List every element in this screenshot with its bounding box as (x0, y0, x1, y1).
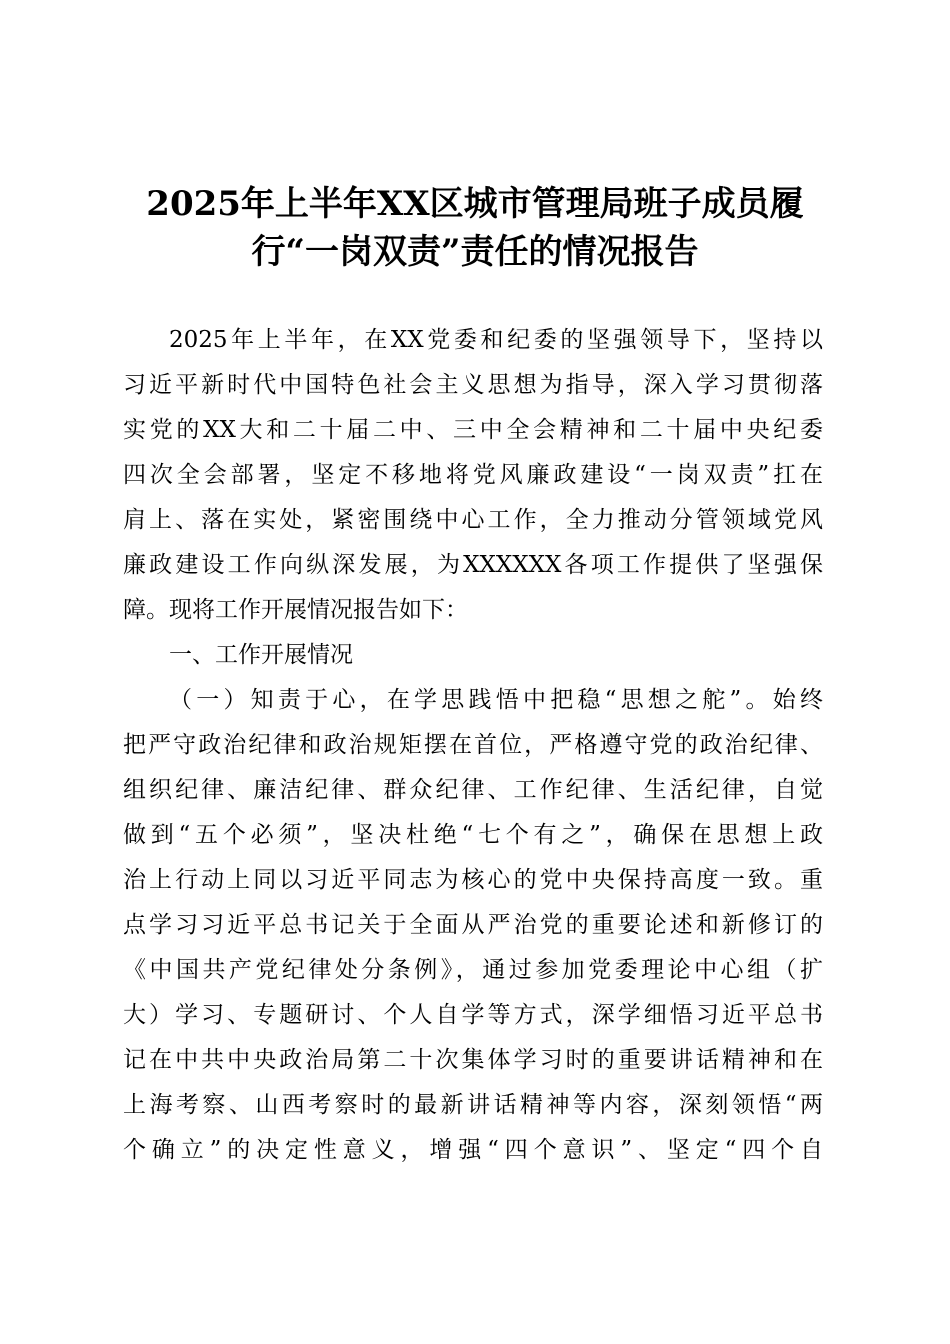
paragraph-line: 肩上、落在实处，紧密围绕中心工作，全力推动分管领域党风 (123, 507, 823, 533)
paragraph-line: 做到“五个必须”，坚决杜绝“七个有之”，确保在思想上政 (123, 822, 823, 848)
paragraph-line: 廉政建设工作向纵深发展，为XXXXXX各项工作提供了坚强保 (123, 552, 823, 578)
paragraph-line: 把严守政治纪律和政治规矩摆在首位，严格遵守党的政治纪律、 (123, 732, 823, 758)
paragraph-line: 大）学习、专题研讨、个人自学等方式，深学细悟习近平总书 (123, 1002, 823, 1028)
section-1-paragraph (123, 678, 823, 1173)
paragraph-line: 四次全会部署，坚定不移地将党风廉政建设“一岗双责”扛在 (123, 462, 823, 488)
paragraph-line: （一）知责于心，在学思践悟中把稳“思想之舵”。始终 (169, 687, 823, 713)
title-line-2: 行“一岗双责”责任的情况报告 (251, 232, 699, 272)
paragraph-line: 记在中共中央政治局第二十次集体学习时的重要讲话精神和在 (123, 1047, 823, 1073)
paragraph-line: 组织纪律、廉洁纪律、群众纪律、工作纪律、生活纪律，自觉 (123, 777, 823, 803)
paragraph-line: 《中国共产党纪律处分条例》，通过参加党委理论中心组（扩 (123, 957, 823, 983)
document-title (90, 180, 860, 276)
paragraph-line: 习近平新时代中国特色社会主义思想为指导，深入学习贯彻落 (123, 372, 823, 398)
paragraph-line: 实党的XX大和二十届二中、三中全会精神和二十届中央纪委 (123, 417, 823, 443)
intro-paragraph (123, 318, 823, 633)
paragraph-line: 障。现将工作开展情况报告如下： (123, 597, 468, 623)
document-body (123, 318, 823, 1173)
paragraph-line: 治上行动上同以习近平同志为核心的党中央保持高度一致。重 (123, 867, 823, 893)
paragraph-line: 2025年上半年，在XX党委和纪委的坚强领导下，坚持以 (169, 327, 823, 353)
paragraph-line: 点学习习近平总书记关于全面从严治党的重要论述和新修订的 (123, 912, 823, 938)
paragraph-line: 上海考察、山西考察时的最新讲话精神等内容，深刻领悟“两 (123, 1092, 823, 1118)
paragraph-line: 个确立”的决定性意义，增强“四个意识”、坚定“四个自 (123, 1137, 823, 1163)
title-line-1: 2025年上半年XX区城市管理局班子成员履 (146, 184, 804, 224)
section-heading: 一、工作开展情况 (169, 642, 353, 668)
